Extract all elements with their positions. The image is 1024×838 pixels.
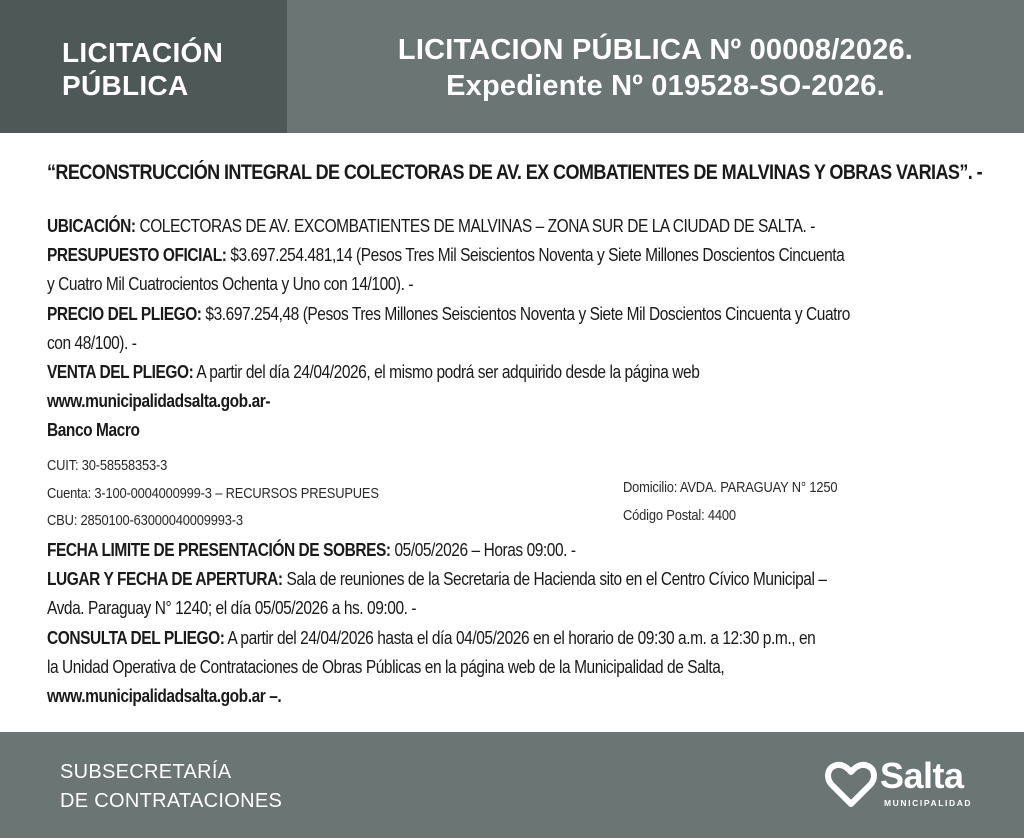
presupuesto-line	[47, 241, 941, 270]
consulta-line-2: la Unidad Operativa de Contrataciones de Obras Públicas en la página web de la Municipalidad de Salta,	[47, 656, 725, 677]
logo-subtitle: MUNICIPALIDAD	[884, 798, 973, 808]
apertura-line-2: Avda. Paraguay N° 1240; el día 05/05/2026 a hs. 09:00. -	[47, 598, 417, 619]
ubicacion-label: UBICACIÓN:	[47, 216, 136, 236]
consulta-text: A partir del 24/04/2026 hasta el día 04/05/2026 en el horario de 09:30 a.m. a 12:30 p.m., en	[224, 627, 816, 648]
logo-name: Salta	[880, 755, 964, 796]
tender-dates	[47, 536, 941, 711]
expediente-number: Expediente Nº 019528-SO-2026.	[446, 70, 885, 102]
bank-cbu: CBU: 2850100-63000040009993-3	[47, 512, 243, 529]
salta-logo	[824, 756, 984, 816]
venta-label: VENTA DEL PLIEGO:	[47, 362, 194, 383]
apertura-line	[47, 565, 941, 594]
header-tender-number	[287, 0, 1024, 133]
venta-web	[47, 387, 941, 416]
presupuesto-text: $3.697.254.481,14 (Pesos Tres Mil Seiscientos Noventa y Siete Millones Doscientos Cincuenta	[226, 245, 845, 266]
fecha-limite-label: FECHA LIMITE DE PRESENTACIÓN DE SOBRES:	[47, 540, 391, 560]
section-title-line2: PÚBLICA	[62, 70, 189, 101]
consulta-line	[47, 624, 941, 653]
department-line1: SUBSECRETARÍA	[60, 761, 232, 783]
precio-text: $3.697.254,48 (Pesos Tres Millones Seiscientos Noventa y Siete Mil Doscientos Cincuenta y Cuatro	[201, 303, 850, 324]
header-banner	[0, 0, 1024, 133]
project-title: “RECONSTRUCCIÓN INTEGRAL DE COLECTORAS DE AV. EX COMBATIENTES DE MALVINAS Y OBRAS VARIAS”. -	[47, 161, 983, 184]
header-section-label	[0, 0, 287, 133]
precio-line-2: con 48/100). -	[47, 332, 137, 353]
presupuesto-line-2: y Cuatro Mil Cuatrocientos Ochenta y Uno con 14/100). -	[47, 274, 414, 295]
precio-line	[47, 300, 941, 329]
apertura-text: Sala de reuniones de la Secretaria de Hacienda sito en el Centro Cívico Municipal –	[282, 569, 827, 590]
tender-details	[47, 212, 941, 446]
presupuesto-label: PRESUPUESTO OFICIAL:	[47, 245, 227, 266]
heart-outline-icon	[824, 760, 878, 810]
bank-name	[47, 416, 941, 445]
ubicacion-line	[47, 212, 941, 241]
consulta-web	[47, 682, 941, 711]
fecha-limite-line	[47, 536, 941, 565]
bank-cuit: CUIT: 30-58558353-3	[47, 457, 168, 474]
bank-cuenta: Cuenta: 3-100-0004000999-3 – RECURSOS PRESUPUES	[47, 484, 379, 502]
bank-domicilio: Domicilio: AVDA. PARAGUAY N° 1250	[623, 479, 838, 496]
consulta-web-link: www.municipalidadsalta.gob.ar –.	[47, 686, 282, 707]
consulta-label: CONSULTA DEL PLIEGO:	[47, 627, 225, 648]
ubicacion-text: COLECTORAS DE AV. EXCOMBATIENTES DE MALVINAS – ZONA SUR DE LA CIUDAD DE SALTA. -	[135, 216, 816, 236]
department-line2: DE CONTRATACIONES	[60, 790, 283, 812]
bank-name-text: Banco Macro	[47, 420, 140, 441]
tender-number: LICITACION PÚBLICA Nº 00008/2026.	[397, 34, 914, 66]
fecha-limite-text: 05/05/2026 – Horas 09:00. -	[390, 540, 576, 560]
apertura-label: LUGAR Y FECHA DE APERTURA:	[47, 569, 283, 590]
section-title-line1: LICITACIÓN	[62, 37, 224, 68]
department-name	[60, 758, 282, 816]
venta-text: A partir del día 24/04/2026, el mismo podrá ser adquirido desde la página web	[193, 362, 700, 383]
bank-postal: Código Postal: 4400	[623, 506, 736, 524]
precio-label: PRECIO DEL PLIEGO:	[47, 303, 202, 324]
footer-banner	[0, 732, 1024, 838]
bank-account-details	[47, 452, 379, 535]
section-title	[62, 36, 223, 102]
venta-line	[47, 358, 941, 387]
venta-web-link: www.municipalidadsalta.gob.ar-	[47, 391, 271, 412]
bank-address-details	[623, 474, 837, 529]
